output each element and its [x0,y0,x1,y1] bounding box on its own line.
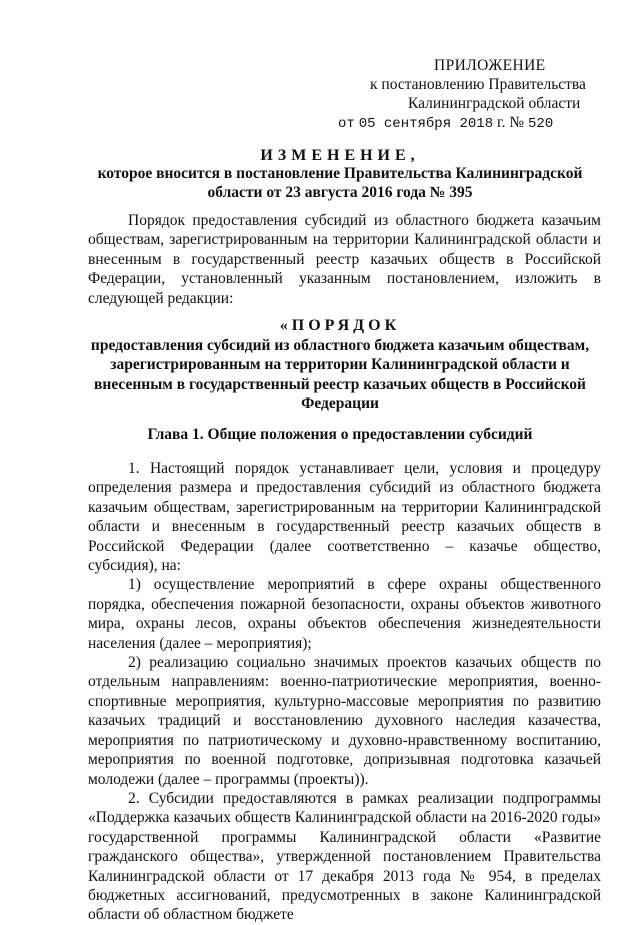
appendix-line-2: к постановлению Правительства [370,76,586,93]
chapter-heading: Глава 1. Общие положения о предоставлении субсидий [147,426,533,443]
appendix-date-line [330,113,600,134]
paragraph-1: 1. Настоящий порядок устанавливает цели, условия и процедуру определения размера и предоставления субсидий из областного бюджета казачьим обществам, зарегистрированным на территории Калининградской области и внесенным в государственный реестр казачьих обществ в Российской Федерации (далее соответственно – казачье общество, субсидия), на: [88,460,601,575]
change-subtitle: которое вносится в постановление Правительства Калининградской области от 23 августа 2016 года № 395 [97,165,583,201]
intro-text: Порядок предоставления субсидий из областного бюджета казачьим обществам, зарегистрированным на территории Калининградской области и внесенным в государственный реестр казачьих обществ в Российской Федерации, установленный указанным постановлением, изложить в следующей редакции: [88,212,601,307]
appendix-header [330,56,600,134]
change-title: ИЗМЕНЕНИЕ, [260,147,420,164]
main-paragraphs [88,459,601,925]
appendix-title: ПРИЛОЖЕНИЕ [434,57,546,74]
intro-paragraph [88,211,601,308]
appendix-date-prefix: от [338,116,355,132]
appendix-date-suffix: г. № [496,114,525,131]
appendix-line-3: Калининградской области [408,95,581,112]
order-subtitle: предоставления субсидий из областного бюджета казачьим обществам, зарегистрированным на территории Калининградской области и внесенным в государственный реестр казачьих обществ в Российской Федерации [90,337,590,413]
paragraph-2: 2. Субсидии предоставляются в рамках реализации подпрограммы «Поддержка казачьих обществ Калининградской области на 2016-2020 годы» государственной программы Калининградской области «Развитие гражданского общества», утвержденной постановлением Правительства Калининградской области от 17 декабря 2013 года № 954, в пределах бюджетных ассигнований, предусмотренных в законе Калининградской области об областном бюджете [88,789,601,924]
paragraph-1-item-1: 1) осуществление мероприятий в сфере охраны общественного порядка, обеспечения пожарной безопасности, охраны объектов животного мира, охраны лесов, охраны объектов обеспечения жизнедеятельности населения (далее – мероприятия); [88,576,601,652]
order-title: «ПОРЯДОК [279,317,401,334]
appendix-date: 05 сентября 2018 [358,116,494,132]
paragraph-1-item-2: 2) реализацию социально значимых проектов казачьих обществ по отдельным направлениям: военно-патриотические мероприятия, военно-спортивные мероприятия, культурно-массовые мероприятия по развитию казачьих традиций и восстановлению духовного наследия казачества, мероприятия по патриотическому и духовно-нравственному воспитанию, мероприятия по военной подготовке, допризывная подготовка казачьей молодежи (далее – программы (проекты)). [88,654,601,788]
appendix-number: 520 [528,116,554,132]
